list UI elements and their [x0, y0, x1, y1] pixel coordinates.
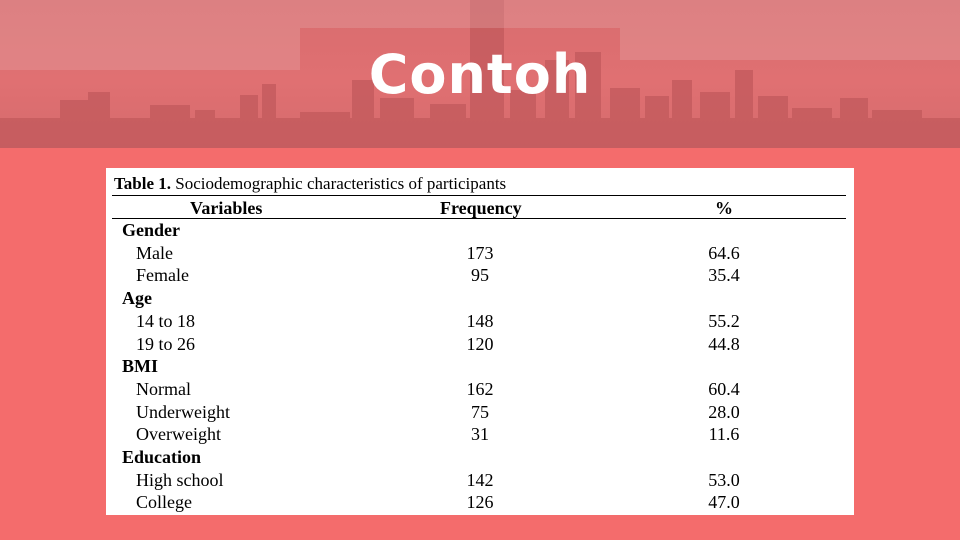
- variable-label: Male: [136, 242, 173, 263]
- table-row: [106, 423, 854, 445]
- variable-label: Overweight: [136, 424, 221, 445]
- frequency-cell: 126: [466, 492, 494, 513]
- variable-label: College: [136, 492, 192, 513]
- percent-cell: 44.8: [708, 333, 740, 354]
- percent-cell: 35.4: [708, 265, 740, 286]
- frequency-cell: 31: [471, 424, 489, 445]
- frequency-cell: 75: [471, 401, 489, 422]
- frequency-cell: 120: [466, 333, 494, 354]
- variable-label: 14 to 18: [136, 310, 196, 331]
- variable-label: 19 to 26: [136, 333, 196, 354]
- table-row: [106, 310, 854, 332]
- percent-cell: 11.6: [708, 424, 740, 445]
- variable-label: High school: [136, 469, 224, 490]
- frequency-cell: 162: [466, 378, 494, 399]
- frequency-cell: 142: [466, 469, 494, 490]
- table-caption-label: Table 1.: [114, 174, 172, 193]
- group-label: BMI: [122, 356, 158, 377]
- table-row: [106, 469, 854, 491]
- table-group-row: [106, 287, 854, 309]
- table-caption-text: Sociodemographic characteristics of participants: [171, 174, 507, 193]
- variable-label: Normal: [136, 378, 191, 399]
- group-label: Education: [122, 447, 202, 467]
- header-frequency: Frequency: [440, 198, 522, 218]
- top-rule: [112, 195, 846, 196]
- frequency-cell: 173: [466, 242, 494, 263]
- table-group-row: [106, 355, 854, 377]
- table-figure: [106, 168, 854, 515]
- table-group-row: [106, 446, 854, 468]
- table-group-row: [106, 219, 854, 241]
- variable-label: Female: [136, 265, 189, 286]
- frequency-cell: 95: [471, 265, 489, 286]
- header-percent: %: [715, 198, 733, 218]
- table-row: [106, 401, 854, 423]
- table-row: [106, 333, 854, 355]
- slide-title: Contoh: [368, 43, 592, 106]
- table-header-row: [106, 197, 854, 219]
- header-banner: [0, 0, 960, 148]
- percent-cell: 60.4: [708, 378, 740, 399]
- table-row: [106, 264, 854, 286]
- variable-label: Underweight: [136, 401, 230, 422]
- table-caption: [114, 174, 506, 194]
- table-row: [106, 491, 854, 513]
- percent-cell: 64.6: [708, 242, 740, 263]
- percent-cell: 47.0: [708, 492, 740, 513]
- header-variables: Variables: [190, 198, 263, 218]
- frequency-cell: 148: [466, 310, 494, 331]
- table-row: [106, 378, 854, 400]
- percent-cell: 55.2: [708, 310, 740, 331]
- percent-cell: 53.0: [708, 469, 740, 490]
- group-label: Gender: [122, 220, 180, 240]
- table-row: [106, 242, 854, 264]
- group-label: Age: [122, 288, 152, 309]
- percent-cell: 28.0: [708, 401, 740, 422]
